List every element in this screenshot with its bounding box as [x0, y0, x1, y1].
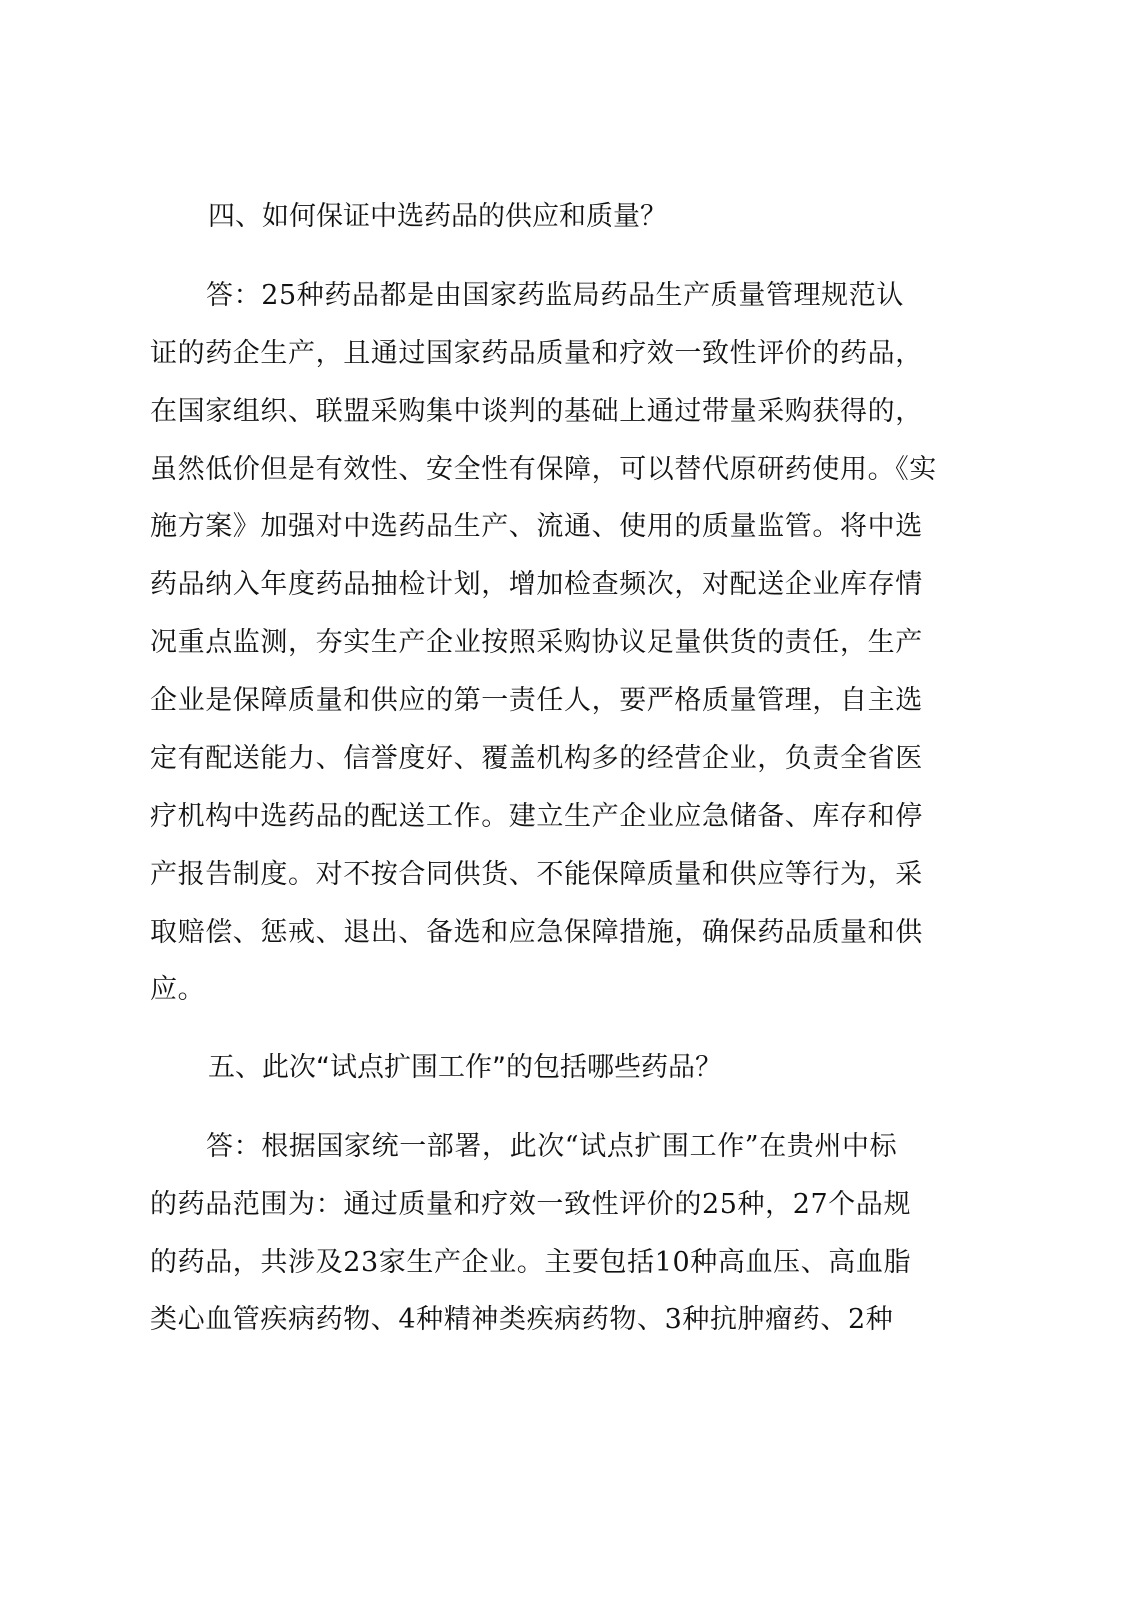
section-5-line-1: 答：根据国家统一部署，此次“试点扩围工作”在贵州中标 — [206, 1131, 898, 1162]
section-4-line-3: 在国家组织、联盟采购集中谈判的基础上通过带量采购获得的， — [150, 396, 923, 427]
section-4-line-6: 药品纳入年度药品抽检计划，增加检查频次，对配送企业库存情 — [150, 569, 923, 600]
section-4-line-10: 疗机构中选药品的配送工作。建立生产企业应急储备、库存和停 — [150, 801, 923, 832]
section-4-line-13: 应。 — [150, 974, 206, 1005]
section-4-line-11: 产报告制度。对不按合同供货、不能保障质量和供应等行为，采 — [150, 859, 923, 890]
section-4-heading: 四、如何保证中选药品的供应和质量？ — [208, 201, 667, 232]
section-5-line-4: 类心血管疾病药物、4种精神类疾病药物、3种抗肿瘤药、2种 — [150, 1304, 894, 1335]
section-4-line-12: 取赔偿、惩戒、退出、备选和应急保障措施，确保药品质量和供 — [150, 917, 923, 948]
section-5-heading: 五、此次“试点扩围工作”的包括哪些药品？ — [208, 1052, 722, 1083]
section-4-line-8: 企业是保障质量和供应的第一责任人，要严格质量管理，自主选 — [150, 685, 923, 716]
section-4-line-5: 施方案》加强对中选药品生产、流通、使用的质量监管。将中选 — [150, 511, 923, 542]
section-5-line-3: 的药品，共涉及23家生产企业。主要包括10种高血压、高血脂 — [150, 1247, 912, 1278]
section-4-line-9: 定有配送能力、信誉度好、覆盖机构多的经营企业，负责全省医 — [150, 743, 923, 774]
section-4-line-1: 答：25种药品都是由国家药监局药品生产质量管理规范认 — [206, 280, 904, 311]
section-5-line-2: 的药品范围为：通过质量和疗效一致性评价的25种，27个品规 — [150, 1189, 912, 1220]
section-4-line-2: 证的药企生产，且通过国家药品质量和疗效一致性评价的药品， — [150, 338, 923, 369]
section-4-line-7: 况重点监测，夯实生产企业按照采购协议足量供货的责任，生产 — [150, 627, 923, 658]
section-4-line-4: 虽然低价但是有效性、安全性有保障，可以替代原研药使用。《实 — [150, 454, 937, 485]
